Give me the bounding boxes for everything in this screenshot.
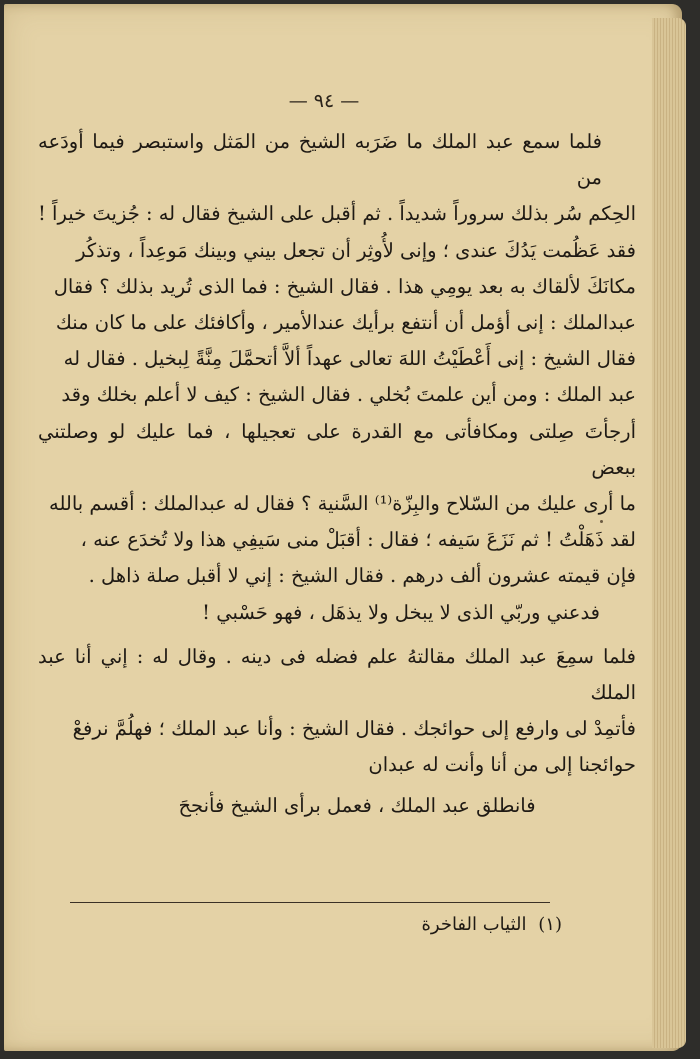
text-line: فلما سمع عبد الملك ما ضَرَبه الشيخ من المَثل واستبصر فيما أودَعه من: [38, 130, 602, 190]
text-line: فدعني وربّي الذى لا يبخل ولا يذهَل ، فهو حَسْبي !: [202, 600, 600, 624]
text-line: فقد عَظُمت يَدُكَ عندى ؛ وإنى لأُوثِر أن تجعل بيني وبينك مَوعِداً ، وتذكُر: [76, 238, 636, 262]
page-edges: [652, 18, 686, 1048]
footnote-text: الثياب الفاخرة: [421, 914, 527, 935]
text-line: فلما سمِعَ عبد الملك مقالتهُ علم فضله فى دينه . وقال له : إني أنا عبد الملك: [38, 644, 636, 705]
text-line: فقال الشيخ : إنى أَعْطَيْتُ اللهَ تعالى عهداً ألاَّ أتحمَّلَ مِنَّةً لِبخيل . فقال له: [63, 347, 636, 371]
footnote: [421, 914, 562, 935]
text-line: فإن قيمته عشرون ألف درهم . فقال الشيخ : إني لا أقبل صلة ذاهل .: [88, 564, 636, 588]
book-page: [4, 4, 682, 1051]
text-line: حوائجنا إلى من أنا وأنت له عبدان: [368, 753, 636, 777]
paragraph-3: [38, 788, 636, 824]
text-line: عبد الملك : ومن أين علمتَ بُخلي . فقال الشيخ : كيف لا أعلم بخلك وقد: [61, 383, 636, 407]
page-number: — ٩٤ —: [288, 90, 360, 112]
text-line: فانطلق عبد الملك ، فعمل برأى الشيخ فأنجحَ: [178, 793, 536, 817]
text-line: لقد ذَهَلْتُ ! ثم نَزَعَ سَيفه ؛ فقال : أقبَلْ منى سَيفِي هذا ولا تُخدَع عنه ،: [80, 528, 636, 552]
text-line: الحِكم سُر بذلك سروراً شديداً . ثم أقبل على الشيخ فقال له : جُزيتَ خيراً !: [38, 202, 636, 226]
text-line: مكانَكَ لألقاك به بعد يومِي هذا . فقال الشيخ : فما الذى تُريد بذلك ؟ فقال: [53, 274, 636, 298]
text-line: فأتمِدْ لى وارفع إلى حوائجك . فقال الشيخ : وأنا عبد الملك ؛ فهلُمَّ نرفعْ: [72, 717, 636, 741]
text-line: عبدالملك : إنى أؤمل أن أنتفع برأيك عندالأمير ، وأكافئك على ما كان منك: [55, 311, 636, 335]
paragraph-2: [38, 639, 636, 784]
text-line: ما أرى عليك من السّلاح والبِزّة⁽¹⁾ السَّنية ؟ فقال له عبدالملك : أقسم بالله: [49, 492, 636, 516]
body-text: [38, 124, 636, 824]
paragraph-1: [38, 124, 636, 631]
text-line: أرجأتَ صِلتى ومكافأتى مع القدرة على تعجيلها ، فما عليك لو وصلتني ببعض: [38, 419, 636, 479]
footnote-divider: [70, 902, 550, 903]
footnote-mark: (١): [538, 914, 562, 935]
